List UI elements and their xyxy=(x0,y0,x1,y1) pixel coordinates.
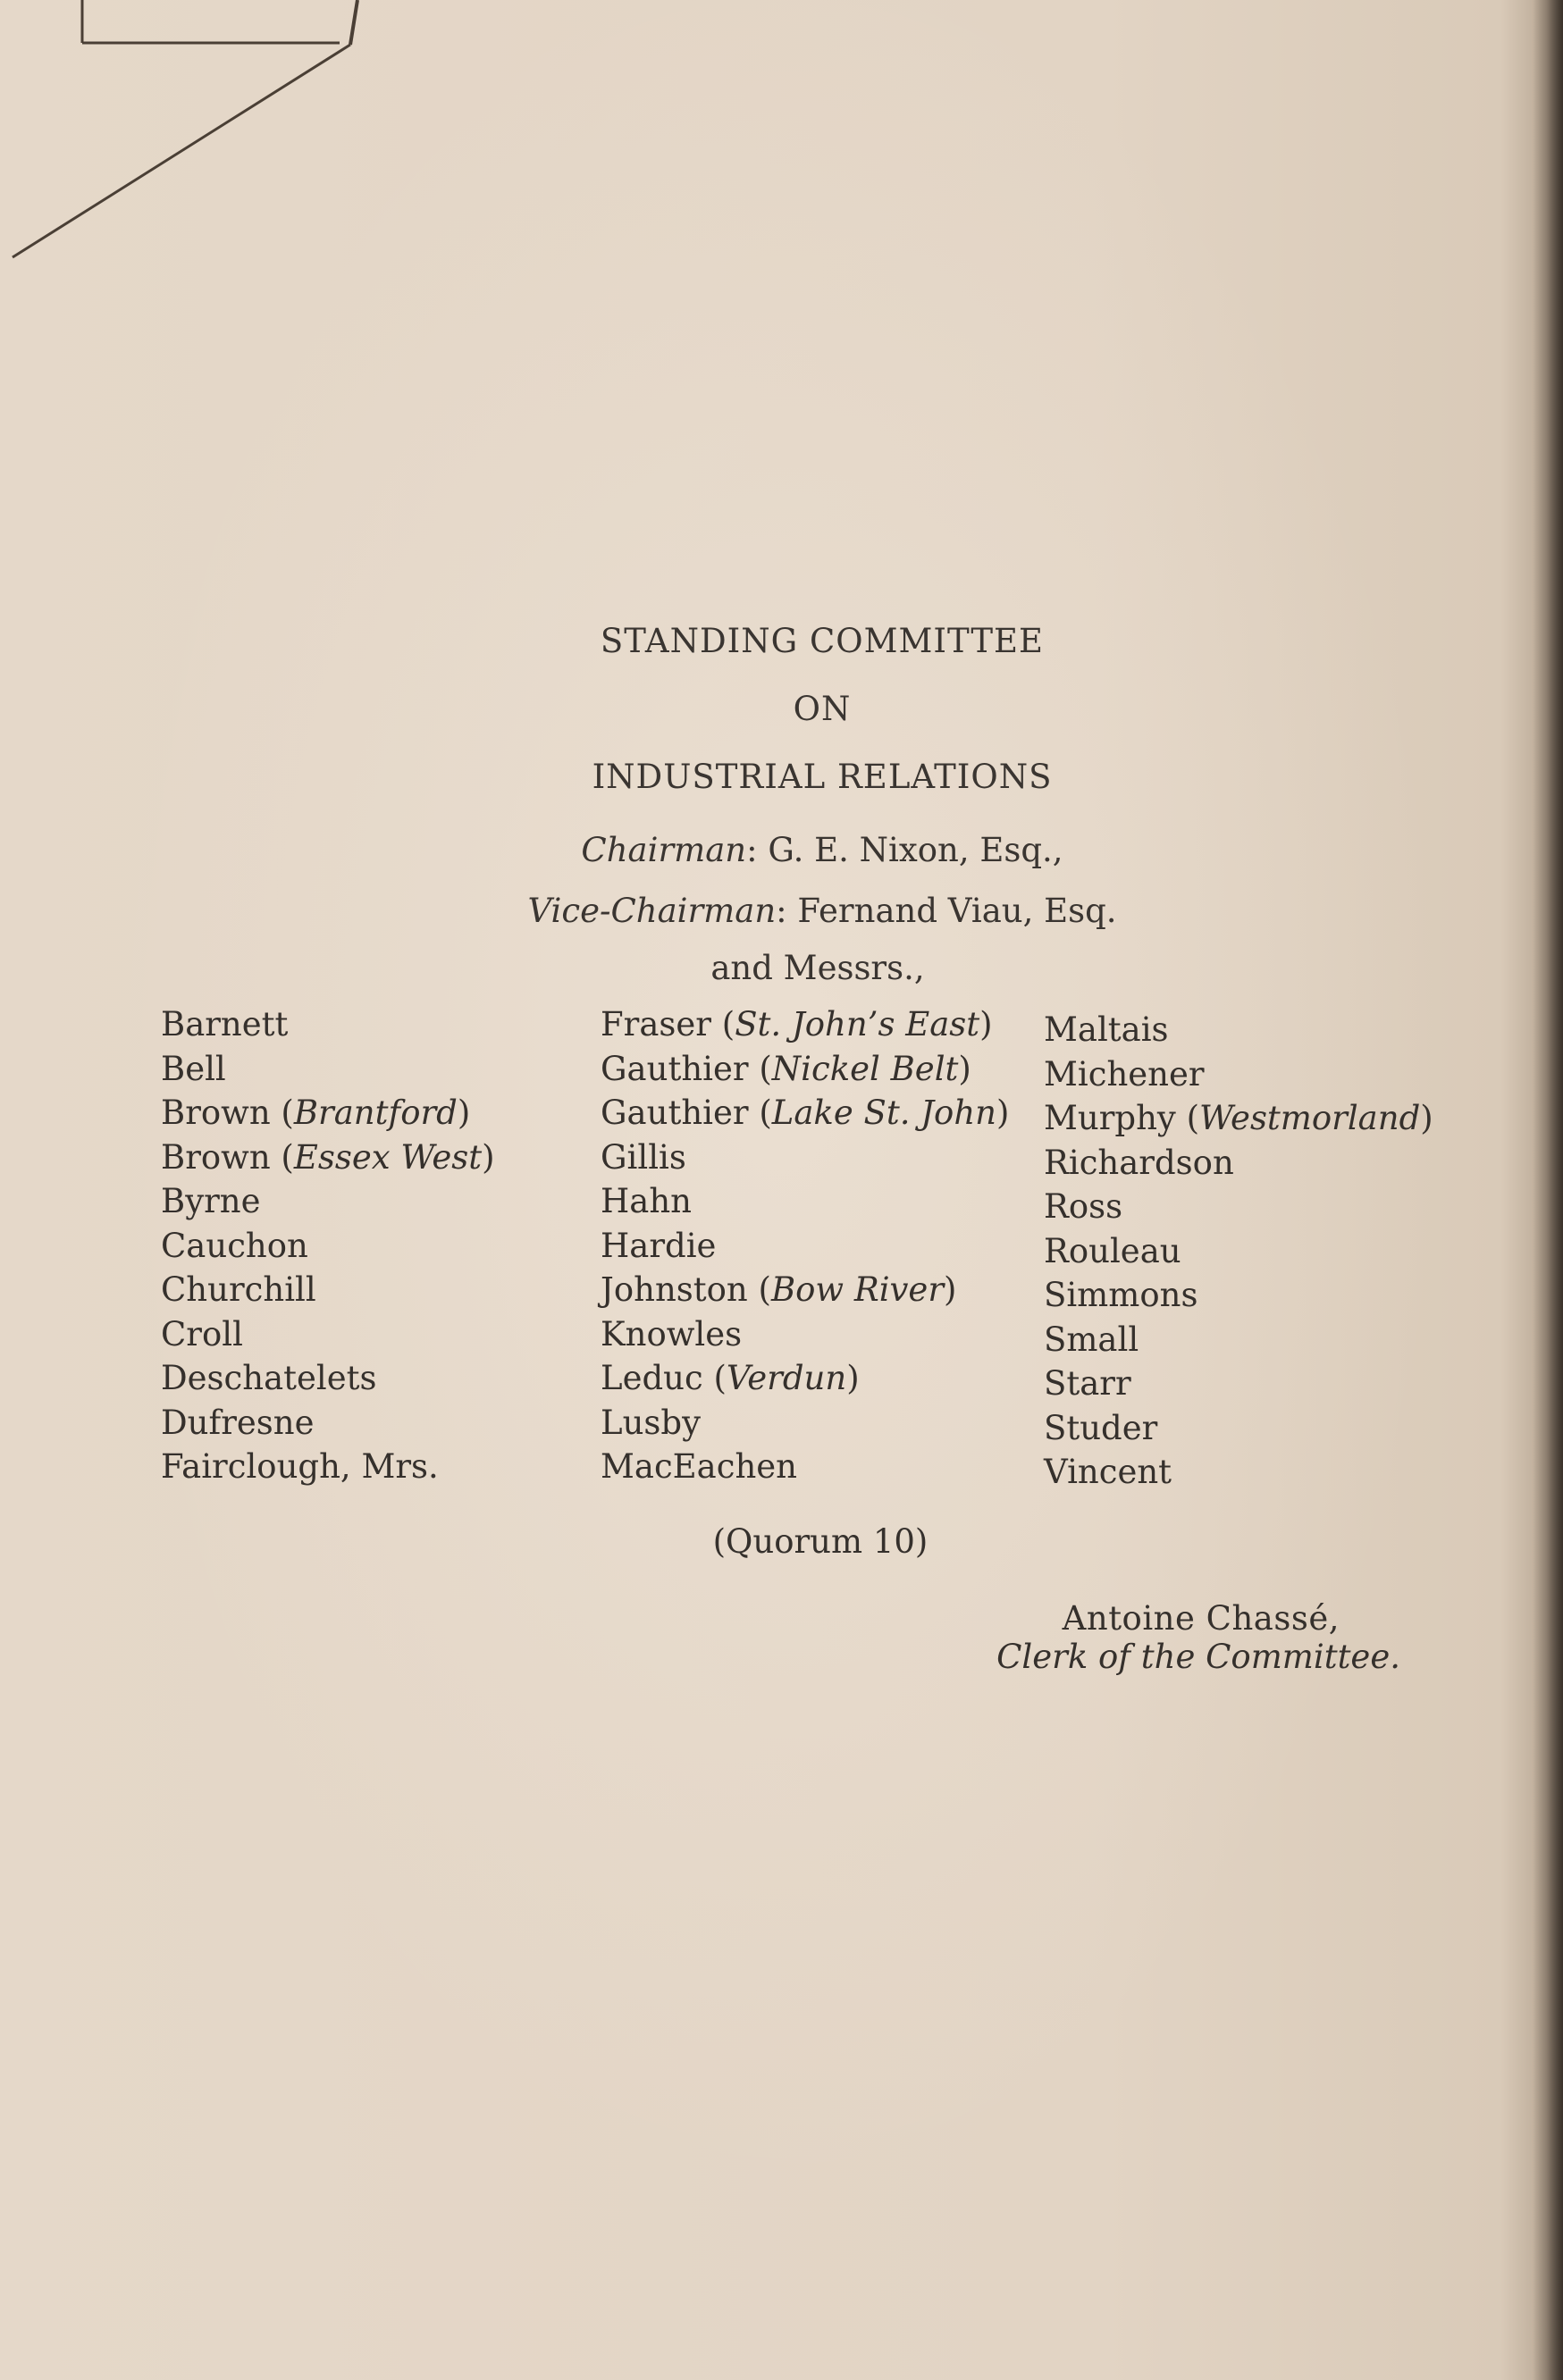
and-messrs: and Messrs., xyxy=(710,949,925,987)
member-entry xyxy=(161,1047,495,1092)
member-entry: Gauthier (Nickel Belt) xyxy=(601,1049,971,1088)
member-entry: Johnston (Bow River) xyxy=(601,1270,957,1309)
member-name: Hardie xyxy=(601,1226,717,1265)
member-name: Croll xyxy=(161,1314,243,1353)
heading-line-3: INDUSTRIAL RELATIONS xyxy=(592,758,1053,796)
member-name: Johnston xyxy=(601,1270,748,1309)
member-name: Maltais xyxy=(1044,1010,1169,1049)
member-entry xyxy=(1044,1273,1433,1318)
vice-chairman-role: Vice-Chairman xyxy=(527,892,777,930)
heading-line-1: STANDING COMMITTEE xyxy=(600,622,1045,660)
members-column-1 xyxy=(161,1002,495,1489)
clerk-name: Antoine Chassé, xyxy=(1062,1599,1340,1638)
member-district: Nickel Belt xyxy=(771,1049,959,1088)
member-entry xyxy=(1044,1362,1433,1406)
member-name: Bell xyxy=(161,1049,226,1088)
member-entry: Gauthier (Lake St. John) xyxy=(601,1094,1010,1132)
vice-chairman-name: Fernand Viau, Esq. xyxy=(797,892,1117,930)
member-name: Fraser xyxy=(601,1005,711,1043)
member-district: Westmorland xyxy=(1199,1099,1421,1137)
member-entry xyxy=(601,1179,1009,1224)
member-name: Simmons xyxy=(1044,1276,1198,1314)
member-name: Cauchon xyxy=(161,1226,308,1265)
chairman-role: Chairman xyxy=(581,831,747,869)
member-entry xyxy=(1044,1406,1433,1451)
page-spine-shadow xyxy=(1533,0,1563,2380)
member-entry xyxy=(601,1136,1009,1180)
member-entry xyxy=(1044,1008,1433,1052)
heading-line-2: ON xyxy=(793,690,852,728)
member-entry xyxy=(1044,1450,1433,1495)
member-entry: Brown (Essex West) xyxy=(161,1137,495,1177)
members-column-3 xyxy=(1044,1008,1433,1495)
member-district: Verdun xyxy=(726,1359,847,1397)
member-entry: Murphy (Westmorland) xyxy=(1044,1099,1433,1137)
member-entry: Brown (Brantford) xyxy=(161,1094,471,1132)
member-name: Studer xyxy=(1044,1408,1158,1447)
chairman-line: Chairman: G. E. Nixon, Esq., xyxy=(581,831,1063,869)
member-name: Richardson xyxy=(1044,1143,1234,1182)
member-name: Dufresne xyxy=(161,1403,315,1442)
member-name: Knowles xyxy=(601,1314,743,1353)
member-entry xyxy=(1044,1229,1433,1274)
member-name: Lusby xyxy=(601,1403,701,1442)
chairman-name: G. E. Nixon, Esq., xyxy=(768,831,1063,869)
member-district: Bow River xyxy=(770,1270,945,1309)
member-name: Starr xyxy=(1044,1364,1131,1403)
member-district: Brantford xyxy=(293,1094,458,1132)
member-entry xyxy=(601,1224,1009,1269)
member-name: Churchill xyxy=(161,1270,316,1309)
member-name: Brown xyxy=(161,1094,271,1132)
member-name: Michener xyxy=(1044,1054,1205,1094)
member-entry xyxy=(161,1401,495,1446)
member-district: Lake St. John xyxy=(771,1094,996,1132)
member-name: Leduc xyxy=(601,1359,703,1397)
member-name: Brown xyxy=(161,1137,271,1177)
member-entry xyxy=(1044,1052,1433,1097)
member-entry xyxy=(601,1312,1009,1357)
member-entry xyxy=(1044,1141,1433,1186)
member-name: Small xyxy=(1044,1320,1139,1359)
member-name: Vincent xyxy=(1044,1453,1172,1491)
member-entry xyxy=(161,1002,495,1047)
member-entry xyxy=(161,1268,495,1312)
member-entry xyxy=(601,1401,1009,1446)
member-name: Gauthier xyxy=(601,1094,749,1132)
member-name: Deschatelets xyxy=(161,1359,377,1397)
member-entry: Fraser (St. John’s East) xyxy=(601,1005,993,1043)
vice-chairman-line: Vice-Chairman: Fernand Viau, Esq. xyxy=(527,892,1117,930)
member-entry xyxy=(601,1445,1009,1489)
quorum-note: (Quorum 10) xyxy=(712,1522,929,1561)
member-entry xyxy=(161,1312,495,1357)
member-name: MacEachen xyxy=(601,1447,798,1486)
member-name: Fairclough, Mrs. xyxy=(161,1447,439,1486)
member-name: Byrne xyxy=(161,1182,261,1220)
member-name: Hahn xyxy=(601,1182,692,1220)
member-name: Rouleau xyxy=(1044,1231,1181,1270)
members-column-2 xyxy=(601,1002,1009,1489)
member-district: St. John’s East xyxy=(735,1005,980,1043)
clerk-title: Clerk of the Committee. xyxy=(996,1638,1400,1676)
member-entry xyxy=(161,1224,495,1269)
folded-corner-mark xyxy=(0,0,375,268)
member-name: Barnett xyxy=(161,1005,289,1043)
member-name: Ross xyxy=(1044,1187,1123,1226)
member-name: Gillis xyxy=(601,1137,686,1177)
member-name: Murphy xyxy=(1044,1099,1176,1137)
member-entry xyxy=(161,1445,495,1489)
member-entry xyxy=(161,1356,495,1401)
member-district: Essex West xyxy=(293,1137,483,1177)
member-entry: Leduc (Verdun) xyxy=(601,1359,860,1397)
member-entry xyxy=(161,1179,495,1224)
member-entry xyxy=(1044,1185,1433,1229)
member-name: Gauthier xyxy=(601,1049,749,1088)
member-entry xyxy=(1044,1318,1433,1362)
